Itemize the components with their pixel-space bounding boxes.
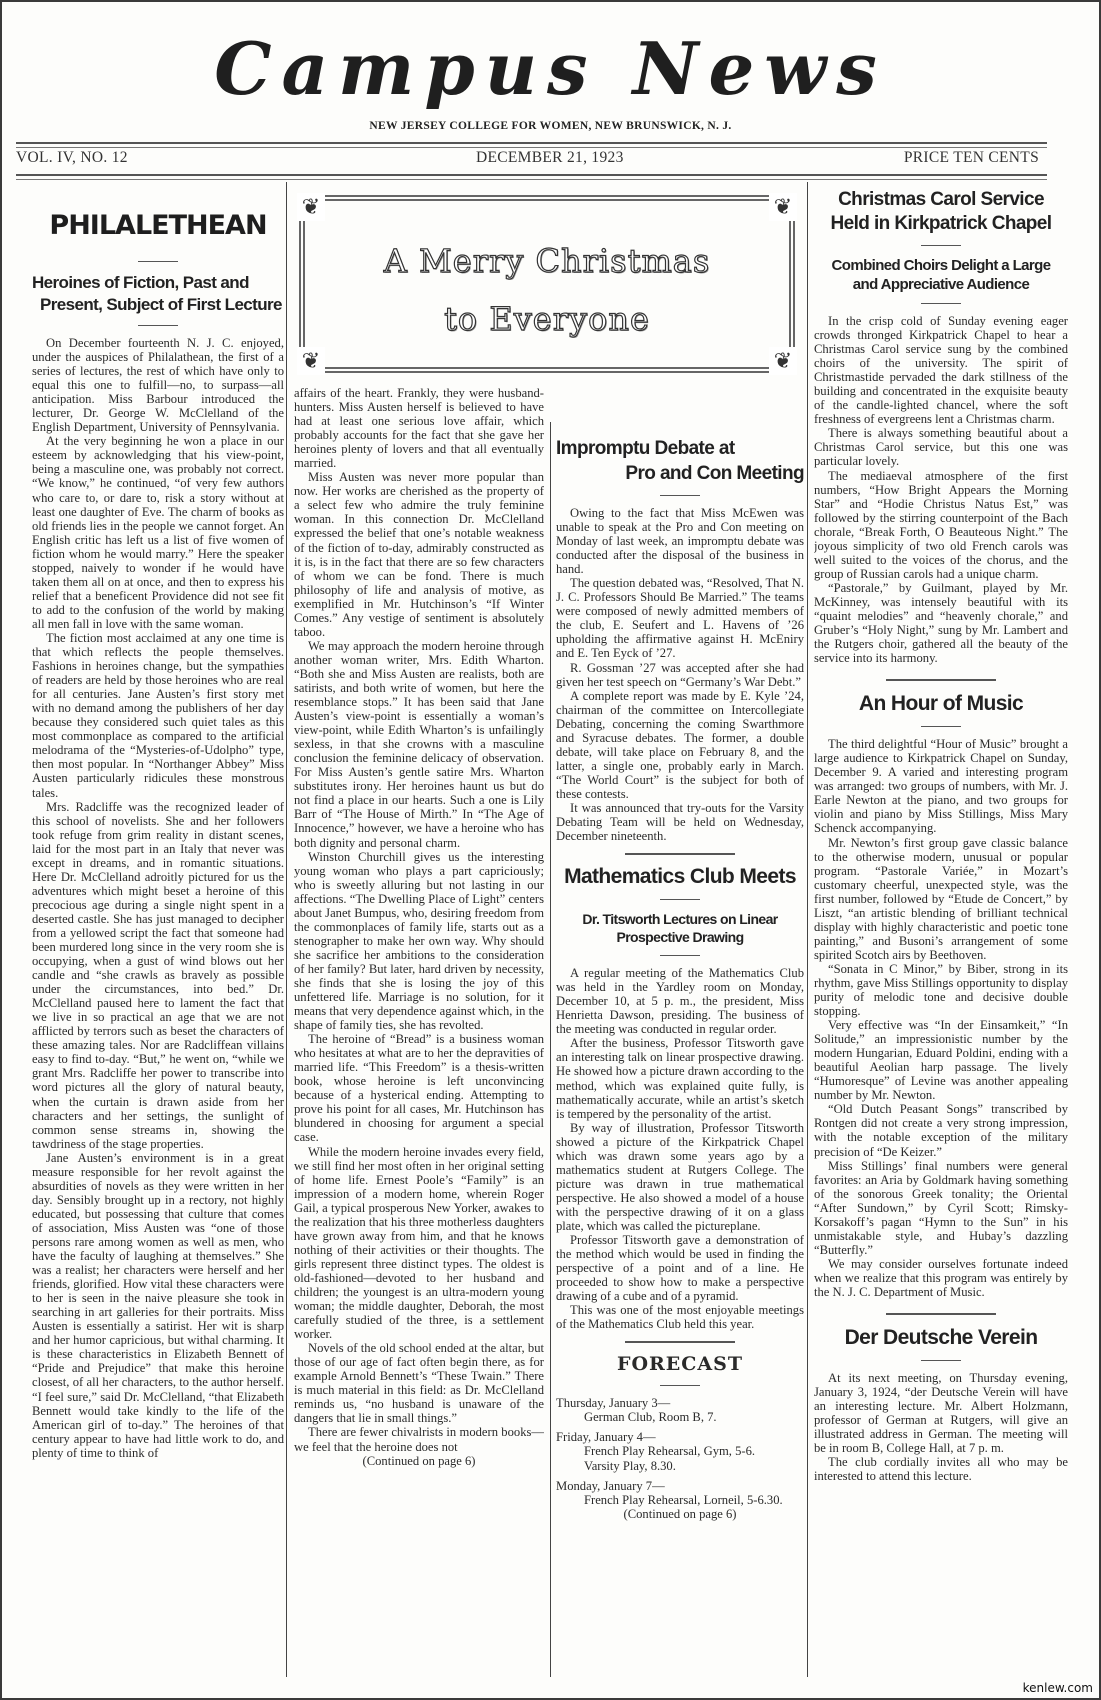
article-paragraph: We may consider ourselves fortunate indeed when we realize that this program was entirely by the N. J. C. Department of Music. <box>814 1256 1068 1299</box>
column-4 <box>814 188 1068 1678</box>
article-paragraph: This was one of the most enjoyable meetings of the Mathematics Club held this year. <box>556 1303 804 1332</box>
headline-line: Heroines of Fiction, Past and <box>32 273 249 292</box>
article-paragraph: In the crisp cold of Sunday evening eager crowds thronged Kirkpatrick Chapel to hear a Christmas Carol service sung by the combined choirs of the university. The spirit of Christmastide pervaded the dark stillness of the building and concentrated in the exquisite beauty of the candle-lighted chancel, where the soft freshness of evergreens lent a Christmas charm. <box>814 314 1068 427</box>
divider <box>660 955 700 956</box>
article-headline: Der Deutsche Verein <box>844 1326 1038 1350</box>
article-paragraph: On December fourteenth N. J. C. enjoyed, under the auspices of Philalathean, the first of a series of lectures, the rest of which have only to equal this one to fulfill—no, to surpass—all anticipation. Miss Barbour introduced the lecturer, Dr. George W. McClelland of the English Department, University of Pennsylvania. <box>32 336 284 435</box>
volume-number: VOL. IV, NO. 12 <box>16 149 128 166</box>
article-paragraph: By way of illustration, Professor Titsworth showed a picture of the Kirkpatrick Chapel which was drawn some years ago by a mathematics student at Rutgers College. The picture was drawn in true mathematical perspective. He also showed a model of a house with the perspective drawing of it on a glass plate, which was called the pictureplane. <box>556 1120 804 1233</box>
masthead-title: Campus News <box>214 26 887 111</box>
article-paragraph: “Old Dutch Peasant Songs” transcribed by Rontgen did not create a very strong impression, with the notable exception of the military precision of “De Keizer.” <box>814 1102 1068 1159</box>
article-headline <box>556 436 804 486</box>
article-paragraph: There is always something beautiful about a Christmas Carol service, but this one was particular lovely. <box>814 426 1068 469</box>
article-paragraph: Winston Churchill gives us the interesting young woman who plays a part capriciously; who is sweetly alluring but not lasting in our affections. “The Dwelling Place of Light” centers about Janet Bumpus, who, desiring freedom from the commonplaces of family life, starts out as a stenographer to make her own way. Why should she sacrifice her ambitions to the consideration of her family? But later, hard driven by necessity, she finds that she is losing the joy of this unfettered life. Marriage is no solution, for it means that very dependence against which, in the shape of family ties, she has revolted. <box>294 849 544 1033</box>
article-paragraph: A regular meeting of the Mathematics Club was held in the Yardley room on Monday, December 10, at 5 p. m., the president, Miss Henrietta Dawson, presiding. The business of the meeting was conducted in regular order. <box>556 966 804 1037</box>
forecast-entry <box>556 1430 804 1472</box>
article-paragraph: It was announced that try-outs for the Varsity Debating Team will be held on Wednesday, December nineteenth. <box>556 800 804 844</box>
article-paragraph: “Sonata in C Minor,” by Biber, strong in its rhythm, gave Miss Stillings opportunity to display purity of melodic tone and decisive double stopping. <box>814 961 1068 1019</box>
divider <box>660 1385 700 1386</box>
banner-line-1: A Merry Christmas <box>383 242 711 280</box>
issue-date: DECEMBER 21, 1923 <box>476 149 624 166</box>
headline-line: Present, Subject of First Lecture <box>40 295 282 314</box>
forecast-day: Friday, January 4— <box>556 1430 656 1445</box>
article-paragraph: R. Gossman ’27 was accepted after she had given her test speech on “Germany’s War Debt.” <box>556 660 804 689</box>
forecast-entry <box>556 1479 804 1507</box>
price: PRICE TEN CENTS <box>903 149 1039 166</box>
article-paragraph: Jane Austen’s environment is in a great measure responsible for her revolt against the absurdities of novels as they were written in her day. Sensibly brought up in a rectory, not highly educated, but possessing that culture that comes of association, Miss Austen was “one of those persons rare among women as well as men, who have the faculty of laughing at themselves.” She was a realist; her characters were herself and her friends, glorified. How vital these characters were to her is seen in the naive pleasure she took in searching in art galleries for their portraits. Miss Austen is essentially a satirist. Her wit is sharp and her humor capricious, but withal charming. It is these characteristics in Elizabeth Bennett of “Pride and Prejudice” that make this heroine closest, of all her characters, to the author herself. “I feel sure,” said Dr. McClelland, “that Elizabeth Bennett would take kindly to the life of the American girl of to-day.” The heroines of that century appear to have had little work to do, and plenty of time to think of <box>32 1150 284 1460</box>
article-paragraph: Professor Titsworth gave a demonstration of the method which would be used in finding the perspective of a point and of a line. He proceeded to show how to make a perspective drawing of a cube and of a pyramid. <box>556 1233 804 1304</box>
article-paragraph: The club cordially invites all who may be interested to attend this lecture. <box>814 1455 1068 1484</box>
article-paragraph: Miss Austen was never more popular than now. Her works are cherished as the property of a select few who admire the truly feminine woman. In this connection Dr. McClelland expressed the belief that one’s notable weakness of the fiction of to-day, admirably constructed as it is, is in the fact that there are so few characters of whom we can be fond. There is much philosophy of life and analysis of motive, as exemplified in Mr. Hutchinson’s “If Winter Comes.” Any vestige of sentiment is absolutely taboo. <box>294 470 544 639</box>
article-paragraph: Miss Stillings’ final numbers were general favorites: an Aria by Goldmark having something of the sonorous Greek tonality; the Oriental “After Sundown,” by Cyril Scott; Rimsky-Korsakoff’s pagan “Hymn to the Sun” in his unmistakable style, and Hubay’s dazzling “Butterfly.” <box>814 1158 1068 1257</box>
article-paragraph: We may approach the modern heroine through another woman writer, Mrs. Edith Wharton. “Both she and Miss Austen are realists, both are satirists, and both write of women, but here the resemblance stops.” It has been said that Jane Austen’s view-point is essentially a woman’s view-point, while Edith Wharton’s is unfailingly sexless, in that she crowns with a masculine conclusion the feminine delicacy of observation. For Miss Austen’s gentle satire Mrs. Wharton substitutes irony. Her heroines haunt us but do not find a place in our hearts. Such a one is Lily Barr of “The House of Mirth.” In “The Age of Innocence,” however, we have a heroine who has both dignity and personal charm. <box>294 638 544 850</box>
divider <box>625 1341 735 1343</box>
divider <box>921 1360 961 1361</box>
article-paragraph: The question debated was, “Resolved, That N. J. C. Professors Should Be Married.” The teams were composed of newly admitted members of the club, E. Seufert and L. Havens of ’26 upholding the affirmative against H. McEniry and E. Ten Eyck of ’27. <box>556 576 804 661</box>
article-paragraph: The mediaeval atmosphere of the first numbers, “How Bright Appears the Morning Star” and “Hodie Christus Natus Est,” was followed by the stirring counterpoint of the Bach chorale, “Break Forth, O Beauteous Night.” The joyous simplicity of two old French carols was well suited to the voices of the chorus, and the group of Russian carols had a unique charm. <box>814 468 1068 581</box>
divider <box>921 245 961 246</box>
article-paragraph: There are fewer chivalrists in modern books—we feel that the heroine does not <box>294 1425 544 1454</box>
headline-line: Held in Kirkpatrick Chapel <box>830 213 1052 234</box>
forecast-item: French Play Rehearsal, Gym, 5-6. <box>584 1444 756 1459</box>
divider <box>886 1313 996 1315</box>
article-paragraph: The heroine of “Bread” is a business woman who hesitates at what are to her the depravities of married life. “This Freedom” is a thesis-written book, whose heroine is left unconvincing because of a hysterical ending. Attempting to prove his point for all cases, Mr. Hutchinson has blundered in choosing for argument a special case. <box>294 1032 544 1145</box>
article-subhead: Dr. Titsworth Lectures on Linear Prospective Drawing <box>582 911 778 946</box>
forecast-item: German Club, Room B, 7. <box>584 1410 717 1425</box>
column-divider <box>807 182 808 1677</box>
divider <box>921 726 961 727</box>
masthead-rule-bottom <box>16 174 1047 180</box>
article-headline <box>814 188 1068 236</box>
article-paragraph: affairs of the heart. Frankly, they were husband-hunters. Miss Austen herself is believed to have had at least one serious love affair, which probably accounts for the fact that she gave her heroines plenty of lovers and that all eventually married. <box>294 386 544 471</box>
forecast-headline: FORECAST <box>616 1353 744 1376</box>
column-2 <box>294 386 544 1686</box>
forecast-item: French Play Rehearsal, Lorneil, 5-6.30. <box>584 1492 783 1507</box>
holly-ornament-icon: ❦ <box>297 347 325 375</box>
divider <box>886 679 996 681</box>
article-paragraph: “Pastorale,” by Guilmant, played by Mr. McKinney, was intensely beautiful with its “quaint melodies” and “heavenly chorale,” and Gruber’s “Holy Night,” sung by Mr. Lambert and the Rutgers choir, gathered all the beauty of the service into its harmony. <box>814 580 1068 666</box>
article-paragraph: Mr. Newton’s first group gave classic balance to the otherwise modern, unusual or popular program. “Pastorale Variée,” in Mozart’s customary cheerful, unexpected style, was the first number, followed by “Etude de Concert,” by Liszt, “an artistic blending of brilliant technical display with highly characteristic and poetic tone painting,” and Busoni’s arrangement of some spirited Scotch airs by Beethoven. <box>814 835 1068 962</box>
divider <box>921 303 961 304</box>
watermark: kenlew.com <box>1022 1681 1093 1695</box>
subhead-line: Combined Choirs Delight a Large <box>831 257 1051 274</box>
holly-ornament-icon: ❦ <box>297 193 325 221</box>
philalethean-logo <box>32 200 284 252</box>
divider <box>660 899 700 900</box>
article-paragraph: A complete report was made by E. Kyle ’24, chairman of the committee on Intercollegiate Debating, concerning the coming Swarthmore and Syracuse debates. The former, a double debate, will take place on February 8, and the latter, a single one, probably early in March. “The World Court” is the subject for both of these contests. <box>556 688 804 801</box>
forecast-day: Monday, January 7— <box>556 1478 665 1493</box>
article-subhead <box>814 256 1068 294</box>
article-paragraph: After the business, Professor Titsworth gave an interesting talk on linear prospective drawing. He showed how a picture drawn according to the method, which was explained quite fully, is mathematically accurate, while an artist’s sketch is tempered by the personality of the artist. <box>556 1036 804 1121</box>
headline-line: Impromptu Debate at <box>556 438 735 459</box>
column-divider <box>286 182 287 1677</box>
article-paragraph: The fiction most acclaimed at any one time is that which reflects the people themselves. Fashions in heroines change, but the sympathies of readers are held by those heroines who are real for all centuries. Jane Austen’s first story met with no demand among the publishers of her day because they considered such quiet tales as this most commonplace as compared to the artificial melodrama of the “Mysteries-of-Udolpho” type, then most popular. In “Northanger Abbey” Miss Austen particularly ridicules these monstrous tales. <box>32 630 284 800</box>
forecast-day: Thursday, January 3— <box>556 1396 671 1411</box>
subhead-line: and Appreciative Audience <box>852 276 1030 293</box>
headline-line: Christmas Carol Service <box>838 189 1044 210</box>
divider <box>138 325 178 326</box>
column-3 <box>556 436 804 1686</box>
christmas-banner <box>299 195 795 373</box>
divider <box>625 853 735 855</box>
holly-ornament-icon: ❦ <box>769 347 797 375</box>
article-paragraph: At the very beginning he won a place in our esteem by acknowledging that his view-point, being a masculine one, was probably not correct. “We know,” he continued, “of very few authors who care to, or dare to, risk a story without at least one daughter of Eve. The charm of books as old friends lies in the people we cannot forget. An English critic has left us a list of five women of fiction whom he would marry.” Here the speaker stopped, naively to wonder if he would have taken them all on at once, and then to express his relief that a beneficent Providence did not see fit to add to the confusion of the world by making all men fall in love with the same woman. <box>32 434 284 631</box>
forecast-entry <box>556 1396 804 1424</box>
article-paragraph: The third delightful “Hour of Music” brought a large audience to Kirkpatrick Chapel on Sunday, December 9. A varied and interesting program was arranged: two groups of numbers, with Mr. J. Earle Newton at the piano, and two groups for violin and piano by Miss Stillings, Miss Mary Schenck accompanying. <box>814 737 1068 836</box>
article-headline <box>32 272 284 316</box>
article-paragraph: Owing to the fact that Miss McEwen was unable to speak at the Pro and Con meeting on Monday of last week, an impromptu debate was conducted after the disposal of the business in hand. <box>556 506 804 577</box>
divider <box>660 495 700 496</box>
column-1 <box>32 186 284 1686</box>
masthead-subtitle: NEW JERSEY COLLEGE FOR WOMEN, NEW BRUNSWICK, N. J. <box>369 120 732 132</box>
article-paragraph: Novels of the old school ended at the altar, but those of our age of fact often begin there, as for example Arnold Bennett’s “These Twain.” There is much material in this field: as Dr. McClelland reminds us, “no husband is unaware of the dangers that lie in small things.” <box>294 1341 544 1426</box>
article-paragraph: At its next meeting, on Thursday evening, January 3, 1924, “der Deutsche Verein will have an interesting lecture. Mr. Albert Holzmann, professor of German at Rutgers, will give an illustrated address in German. The meeting will be in room B, College Hall, at 7 p. m. <box>814 1371 1068 1456</box>
article-headline: Mathematics Club Meets <box>564 865 796 889</box>
headline-line: Pro and Con Meeting <box>625 463 804 484</box>
article-paragraph: Very effective was “In der Einsamkeit,” “In Solitude,” an impressionistic number by the modern Hungarian, Eduard Poldini, ending with a beautiful Aeolian harp passage. The lively “Humoresque” of Levine was another appealing number by Mr. Newton. <box>814 1018 1068 1103</box>
article-headline: An Hour of Music <box>858 692 1024 716</box>
column-divider <box>550 422 551 1677</box>
article-paragraph: Mrs. Radcliffe was the recognized leader of this school of novelists. She and her followers took refuge from grim reality in distant scenes, laid for the most part in an Italy that never was except in dreams, and in romantic situations. Here Dr. McClelland adroitly pictured for us the adventures which might beset a heroine of this precocious age during a single night spent in a deserted castle. She has just managed to decipher from a yellowed script the fact that someone had been murdered long since in the very room she is occupying, when a gust of wind blows out her candle and “she crawls as bravely as possible under the circumstances, into bed.” Dr. McClelland paused here to lament the fact that we live in so practical an age that we are not afflicted by terrors such as beset the characters of these amazing tales. Nor are Radcliffean villains easy to find to-day. “But,” he went on, “while we grant Mrs. Radcliffe her power to transcribe into word pictures all the glory of natural beauty, when the curtain is drawn aside from her characters and her settings, the sunlight of common sense streams in, showing the tawdriness of the stage properties. <box>32 799 284 1151</box>
holly-ornament-icon: ❦ <box>769 193 797 221</box>
continued-link[interactable]: (Continued on page 6) <box>362 1453 476 1468</box>
article-paragraph: While the modern heroine invades every field, we still find her most often in her original setting of home life. Ernest Poole’s “Family” is an impression of a modern home, wherein Roger Gail, a typical prosperous New Yorker, awakes to the realization that his three motherless daughters have grown away from him, and that he knows nothing of their activities or their thoughts. The girls represent three distinct types. The oldest is old-fashioned—devoted to her husband and children; the youngest is an ultra-modern young woman; the middle daughter, Deborah, the most carefully studied of the three, is a settlement worker. <box>294 1144 544 1342</box>
continued-link[interactable]: (Continued on page 6) <box>623 1506 737 1521</box>
philalethean-logo-text: PHILALETHEAN <box>49 210 267 241</box>
divider <box>138 261 178 262</box>
forecast-item: Varsity Play, 8.30. <box>584 1458 676 1473</box>
banner-line-2: to Everyone <box>444 300 650 338</box>
